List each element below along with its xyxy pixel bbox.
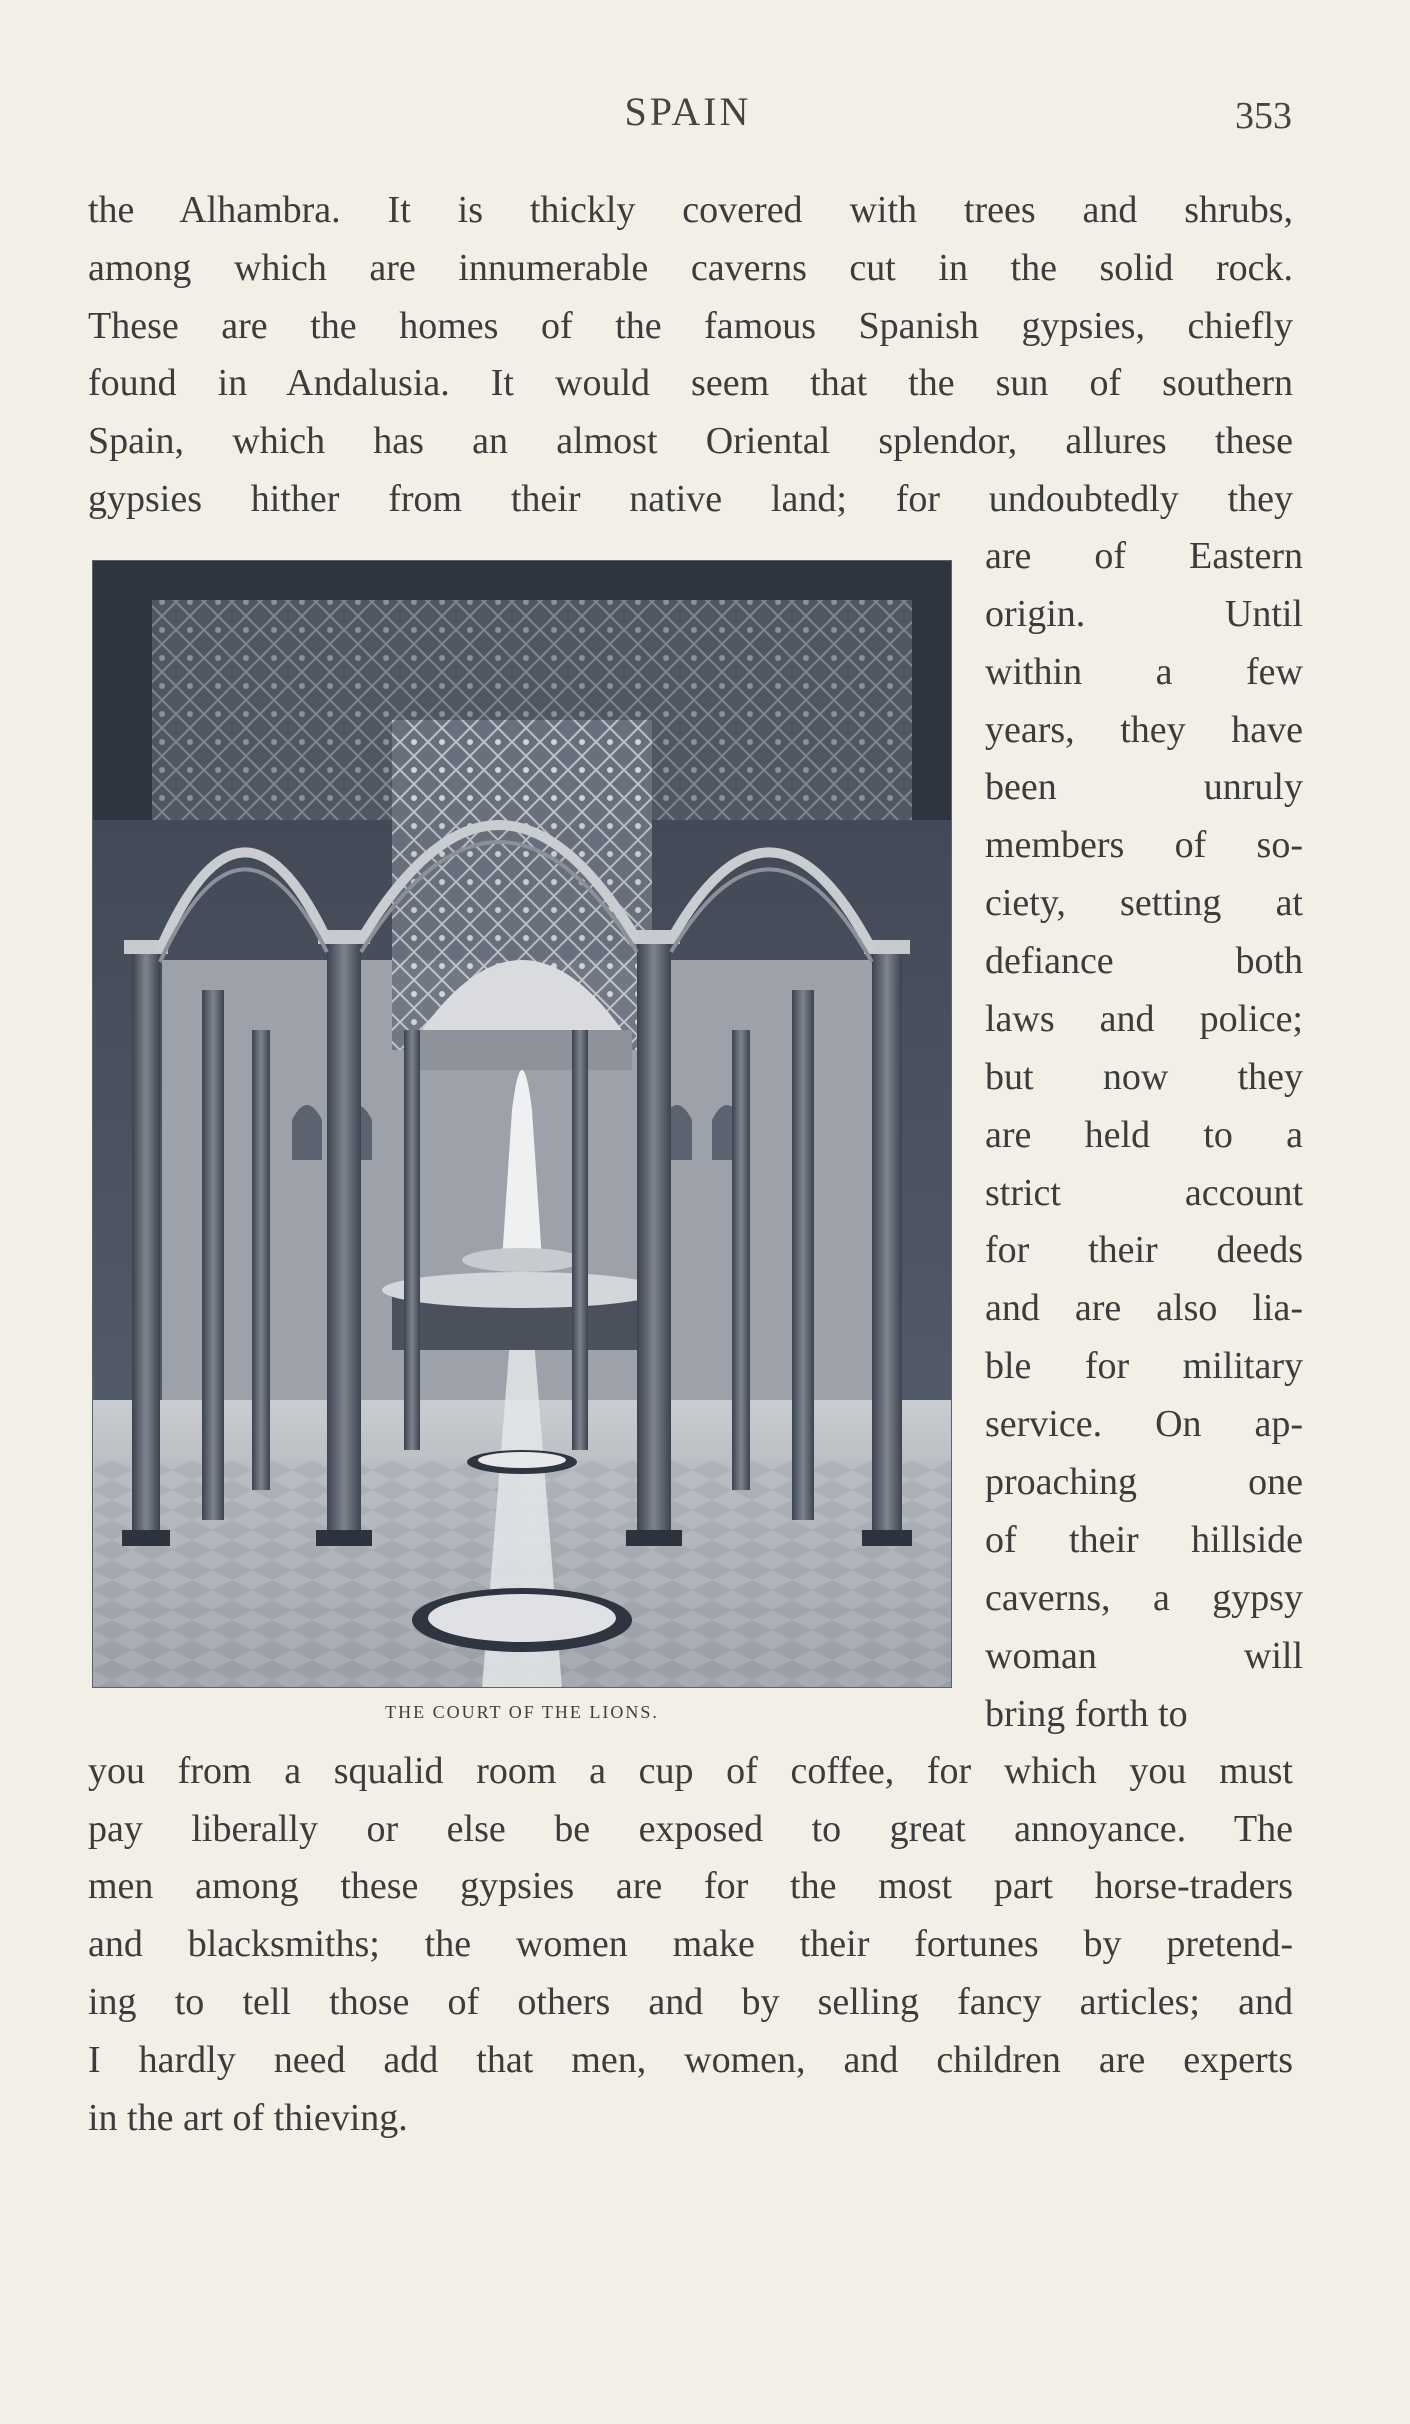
- running-head: [88, 88, 1292, 148]
- text-line: woman will: [985, 1635, 1303, 1677]
- text-line: service. On ap-: [985, 1403, 1303, 1445]
- text-line: of their hillside: [985, 1519, 1303, 1561]
- text-line: men among these gypsies are for the most part horse-traders: [88, 1865, 1293, 1907]
- text-line: among which are innumerable caverns cut in the solid rock.: [88, 247, 1293, 289]
- text-line: laws and police;: [985, 998, 1303, 1040]
- text-line: Spain, which has an almost Oriental splendor, allures these: [88, 420, 1293, 462]
- text-line: the Alhambra. It is thickly covered with trees and shrubs,: [88, 189, 1293, 231]
- text-line: origin. Until: [985, 593, 1303, 635]
- text-line: ing to tell those of others and by selling fancy articles; and: [88, 1981, 1293, 2023]
- text-line: in the art of thieving.: [88, 2097, 408, 2139]
- text-line: proaching one: [985, 1461, 1303, 1503]
- text-line: and blacksmiths; the women make their fortunes by pretend-: [88, 1923, 1293, 1965]
- text-line: strict account: [985, 1172, 1303, 1214]
- text-line: are of Eastern: [985, 535, 1303, 577]
- page-number: 353: [1235, 95, 1292, 137]
- text-line: found in Andalusia. It would seem that the sun of southern: [88, 362, 1293, 404]
- engraving-image: [92, 560, 952, 1688]
- text-line: ciety, setting at: [985, 882, 1303, 924]
- text-line: you from a squalid room a cup of coffee, for which you must: [88, 1750, 1293, 1792]
- text-line: members of so-: [985, 824, 1303, 866]
- text-line: but now they: [985, 1056, 1303, 1098]
- text-line: and are also lia-: [985, 1287, 1303, 1329]
- running-title: SPAIN: [624, 89, 752, 134]
- court-of-the-lions-illustration: [92, 560, 952, 1688]
- text-line: defiance both: [985, 940, 1303, 982]
- figure-caption: THE COURT OF THE LIONS.: [385, 1702, 659, 1722]
- text-line: I hardly need add that men, women, and children are experts: [88, 2039, 1293, 2081]
- text-line: within a few: [985, 651, 1303, 693]
- text-line: are held to a: [985, 1114, 1303, 1156]
- text-line: for their deeds: [985, 1229, 1303, 1271]
- text-line: ble for military: [985, 1345, 1303, 1387]
- text-line: years, they have: [985, 709, 1303, 751]
- text-line: These are the homes of the famous Spanish gypsies, chiefly: [88, 305, 1293, 347]
- text-line: caverns, a gypsy: [985, 1577, 1303, 1619]
- text-line: been unruly: [985, 766, 1303, 808]
- text-line: gypsies hither from their native land; for undoubtedly they: [88, 478, 1293, 520]
- text-line: bring forth to: [985, 1693, 1188, 1735]
- text-line: pay liberally or else be exposed to great annoyance. The: [88, 1808, 1293, 1850]
